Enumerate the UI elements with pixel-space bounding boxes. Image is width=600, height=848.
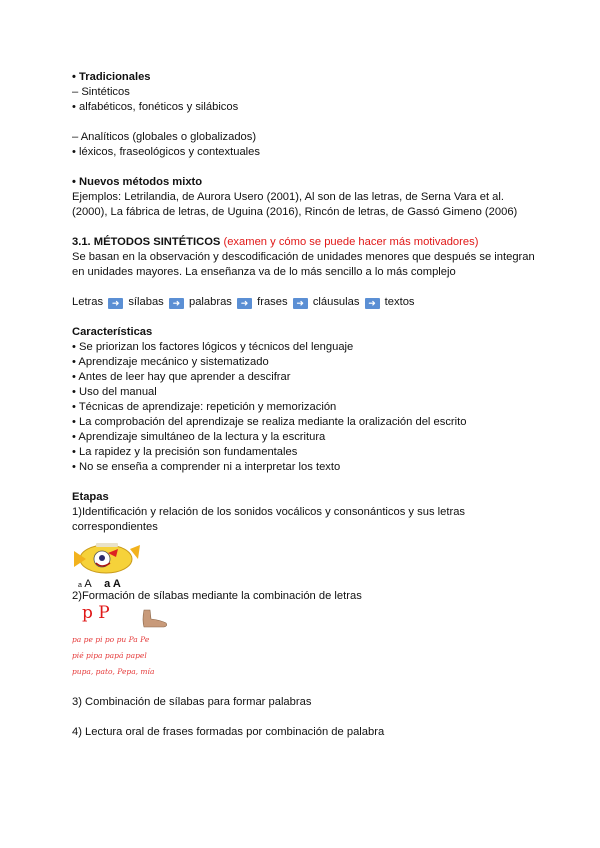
sequence-item: frases [257,296,288,308]
tradicionales-heading: • Tradicionales [72,71,151,83]
section-intro: Se basan en la observación y descodificación de unidades menores que después se integran en unidades mayores. La enseñanza va de lo más sencillo a lo más complejo [72,251,535,278]
caracteristica-item: • Técnicas de aprendizaje: repetición y memorización [72,401,337,413]
analiticos-label: – Analíticos (globales o globalizados) [72,131,257,143]
etapa-4: 4) Lectura oral de frases formadas por combinación de palabra [72,726,385,738]
sequence-item: sílabas [128,296,164,308]
sequence-item: palabras [188,296,232,308]
section-title-row [72,235,542,250]
mixto-ejemplos: Ejemplos: Letrilandia, de Aurora Usero (2001), Al son de las letras, de Serna Vara et al. (2000), La fábrica de letras, de Uguina (2016), Rincón de letras, de Gassó Gimeno (2006) [72,191,518,218]
arrow-right-icon: ➜ [169,298,184,309]
caracteristicas-heading: Características [72,326,153,338]
etapas-heading: Etapas [72,491,109,503]
sinteticos-label: – Sintéticos [72,86,130,98]
document-page [72,70,542,740]
arrow-right-icon: ➜ [108,298,123,309]
foot-icon [140,608,170,628]
arrow-right-icon: ➜ [293,298,308,309]
etapa-2: 2)Formación de sílabas mediante la combinación de letras [72,590,362,602]
vowel-letters-row [78,577,121,593]
mixto-heading: • Nuevos métodos mixto [72,176,203,188]
airplane-cartoon-image [72,539,142,579]
analiticos-items: • léxicos, fraseológicos y contextuales [72,146,260,158]
caracteristica-item: • Se priorizan los factores lógicos y técnicos del lenguaje [72,341,354,353]
syllable-row: pié pipa papá papel [72,651,147,660]
sinteticos-items: • alfabéticos, fonéticos y silábicos [72,101,239,113]
syllable-illustration [72,603,542,686]
syllable-row: pa pe pi po pu Pa Pe [72,635,150,644]
a-A-pair: a A [104,578,121,590]
section-note: (examen y cómo se puede hacer más motivadores) [223,236,479,248]
letter-p-glyph: p P [82,603,110,623]
sequence-item: textos [384,296,415,308]
etapa-3: 3) Combinación de sílabas para formar palabras [72,696,312,708]
sequence-item: cláusulas [312,296,360,308]
sequence-row [72,295,542,310]
section-title: 3.1. MÉTODOS SINTÉTICOS [72,236,221,248]
small-a: a [78,582,82,589]
vowel-a-illustration [72,537,542,589]
caracteristica-item: • Aprendizaje mecánico y sistematizado [72,356,269,368]
caracteristica-item: • Antes de leer hay que aprender a descifrar [72,371,291,383]
caracteristica-item: • Aprendizaje simultáneo de la lectura y la escritura [72,431,326,443]
arrow-right-icon: ➜ [365,298,380,309]
caracteristica-item: • La rapidez y la precisión son fundamentales [72,446,298,458]
caracteristica-item: • No se enseña a comprender ni a interpretar los texto [72,461,341,473]
sequence-item: Letras [72,296,104,308]
caracteristica-item: • La comprobación del aprendizaje se realiza mediante la oralización del escrito [72,416,467,428]
arrow-right-icon: ➜ [237,298,252,309]
etapa-1: 1)Identificación y relación de los sonidos vocálicos y consonánticos y sus letras correspondientes [72,506,466,533]
big-a-left: A [84,578,92,590]
caracteristica-item: • Uso del manual [72,386,157,398]
syllable-row: pupa, pato, Pepa, mía [72,667,155,676]
